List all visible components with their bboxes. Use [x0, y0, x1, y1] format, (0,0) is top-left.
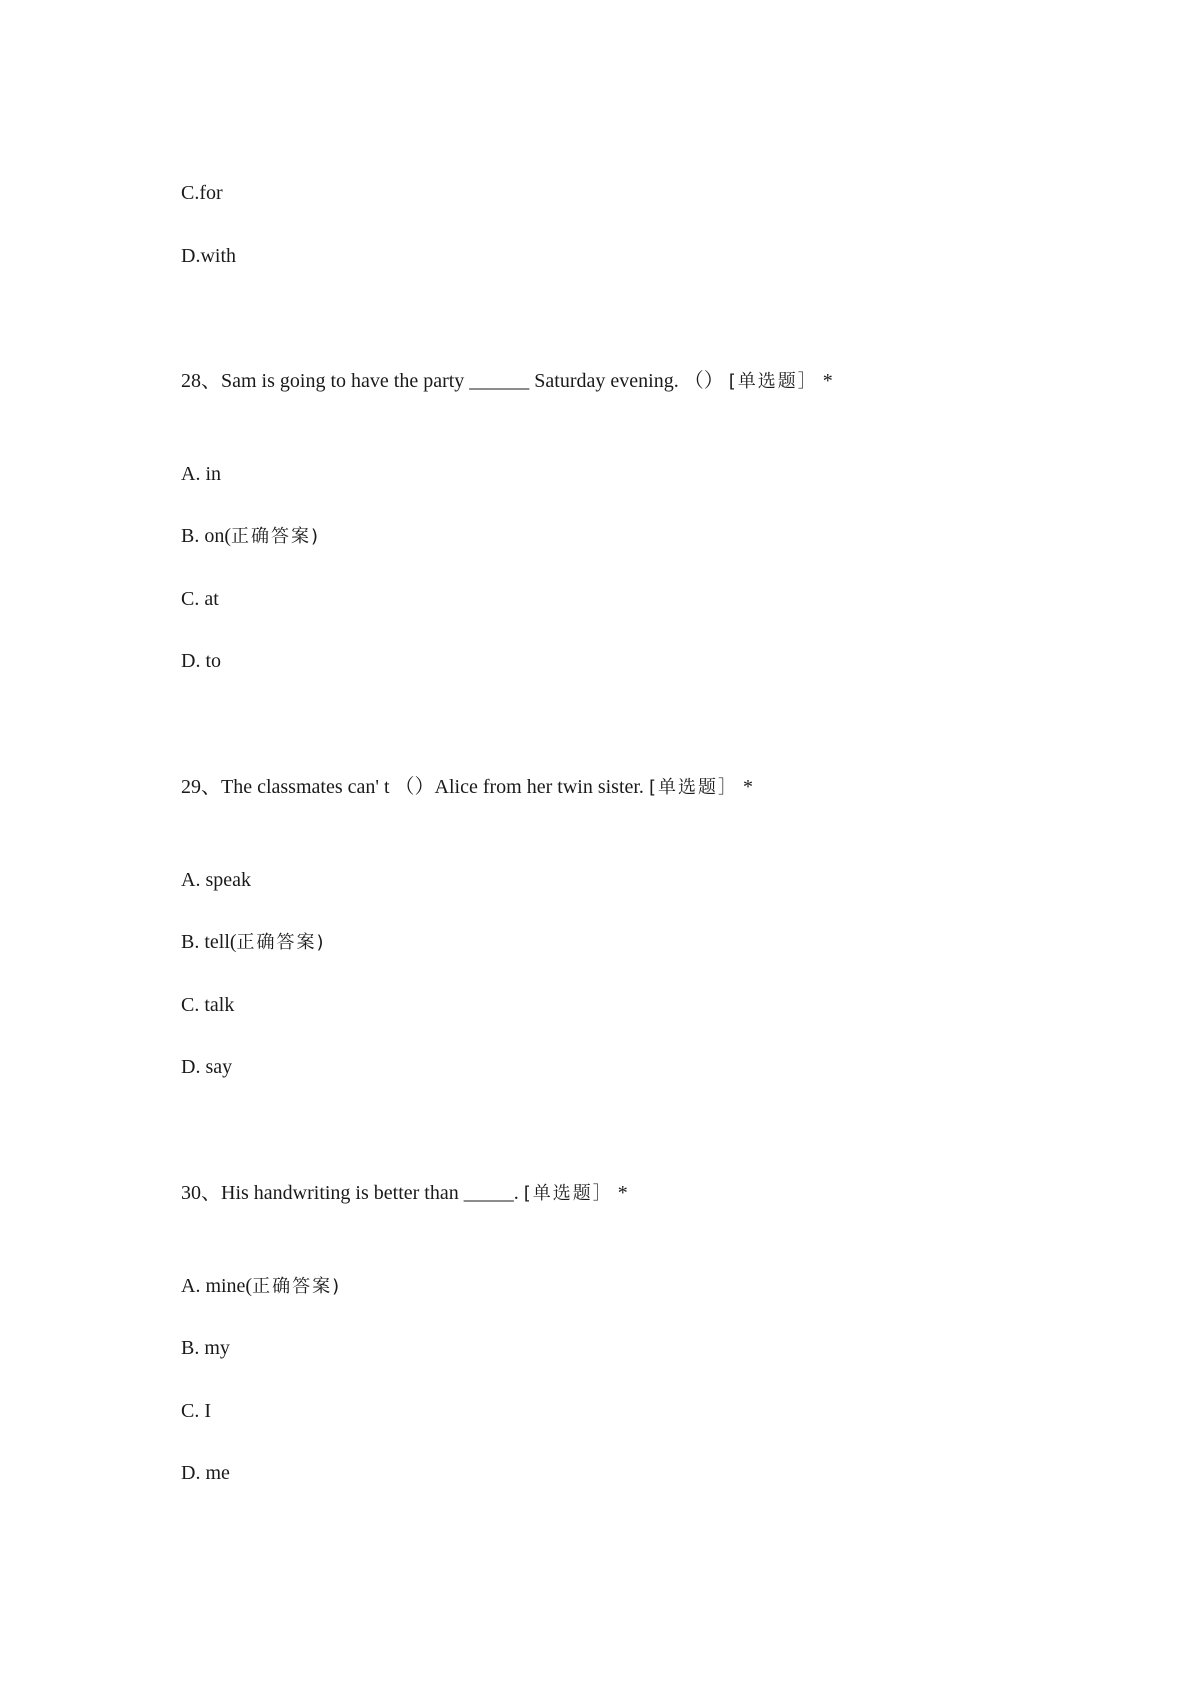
question-number: 29: [181, 776, 201, 798]
question-30-option-d: [181, 1461, 230, 1486]
option-text: A. speak: [181, 869, 251, 891]
option-text: B. my: [181, 1337, 230, 1359]
question-30-option-b: [181, 1336, 230, 1361]
option-carryover-d: [181, 244, 236, 268]
question-28-option-d: [181, 649, 221, 674]
question-type-tag: [单选题］: [523, 1183, 613, 1204]
option-text: C. I: [181, 1400, 211, 1422]
question-29-option-a: [181, 868, 251, 893]
option-carryover-c: [181, 181, 223, 205]
correct-answer-note: 正确答案): [236, 932, 326, 953]
question-type-tag: [单选题］: [728, 371, 818, 392]
question-28-stem: [181, 369, 833, 394]
option-text: C.for: [181, 182, 223, 204]
question-29-option-d: [181, 1055, 232, 1080]
option-text: C. talk: [181, 994, 235, 1016]
question-28-option-b: [181, 524, 320, 549]
option-text: A. mine(: [181, 1275, 253, 1297]
required-mark: *: [617, 1182, 628, 1204]
question-29-option-c: [181, 993, 234, 1018]
option-text: D. say: [181, 1056, 233, 1078]
question-29-stem: [181, 775, 753, 800]
correct-answer-note: 正确答案): [252, 1276, 342, 1297]
question-text: 、Sam is going to have the party ______ Saturday evening. （）: [201, 370, 729, 392]
option-text: B. on(: [181, 525, 231, 547]
required-mark: *: [742, 776, 753, 798]
question-30-option-a: [181, 1274, 341, 1299]
question-number: 28: [181, 370, 201, 392]
question-29-option-b: [181, 930, 326, 955]
option-text: D. me: [181, 1462, 230, 1484]
option-text: A. in: [181, 463, 221, 485]
correct-answer-note: 正确答案): [231, 526, 321, 547]
option-text: C. at: [181, 588, 219, 610]
option-text: D.with: [181, 245, 236, 267]
question-type-tag: [单选题］: [648, 777, 738, 798]
option-text: D. to: [181, 650, 221, 672]
question-number: 30: [181, 1182, 201, 1204]
question-28-option-a: [181, 462, 221, 487]
question-30-option-c: [181, 1399, 211, 1424]
required-mark: *: [822, 370, 833, 392]
question-30-stem: [181, 1181, 628, 1206]
option-text: B. tell(: [181, 931, 237, 953]
question-text: 、His handwriting is better than _____.: [201, 1182, 524, 1204]
question-text: 、The classmates can' t （）Alice from her twin sister.: [201, 776, 649, 798]
question-28-option-c: [181, 587, 219, 612]
